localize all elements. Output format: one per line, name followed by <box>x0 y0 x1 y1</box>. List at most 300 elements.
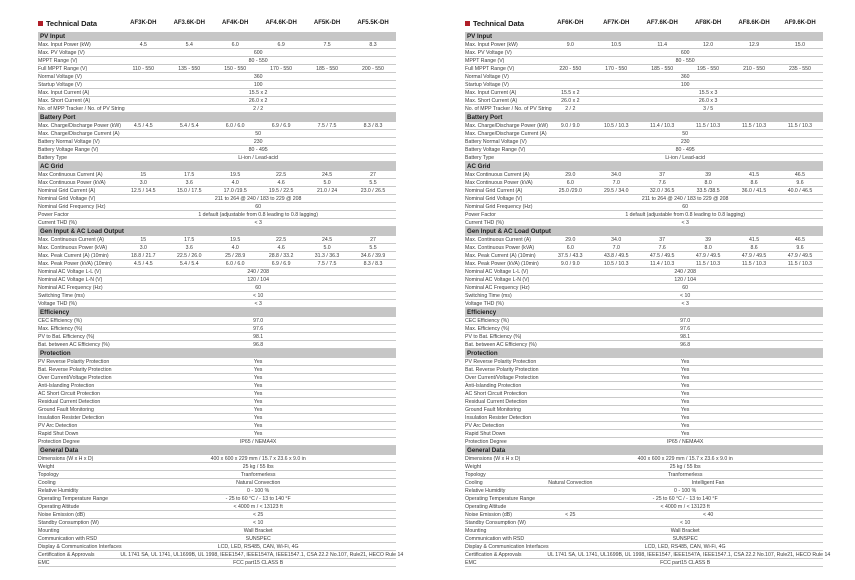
spec-row <box>38 471 396 479</box>
spec-row <box>38 252 396 260</box>
red-square-icon <box>38 21 43 26</box>
spec-row <box>38 154 396 162</box>
cell-value: 3 / 5 <box>703 105 714 112</box>
model-column-header: AF7.6K-DH <box>646 20 678 26</box>
cell-value: 11.5 / 10.3 <box>741 260 767 267</box>
section-header: General Data <box>465 446 823 455</box>
row-label: Relative Humidity <box>465 487 506 494</box>
spec-row <box>38 341 396 349</box>
row-values <box>120 74 396 80</box>
row-values <box>120 123 396 129</box>
cell-value: 80 - 495 <box>248 146 268 153</box>
row-values <box>120 50 396 56</box>
cell-value: 5.5 <box>369 179 377 186</box>
row-label: Anti-Islanding Protection <box>465 382 522 389</box>
row-values <box>120 383 396 389</box>
cell-value: 47.9 / 49.5 <box>695 252 721 259</box>
cell-value: < 10 <box>253 292 264 299</box>
row-values <box>547 74 823 80</box>
cell-value: 8.6 <box>750 179 758 186</box>
row-label: Operating Temperature Range <box>38 495 108 502</box>
row-label: Nominal AC Voltage L-N (V) <box>465 276 530 283</box>
row-values <box>120 496 396 502</box>
row-values <box>120 147 396 153</box>
row-values <box>547 496 823 502</box>
cell-value: 8.3 / 8.3 <box>363 122 383 129</box>
cell-value: 6.9 <box>277 41 285 48</box>
spec-row <box>38 65 396 73</box>
row-label: Insulation Resister Detection <box>38 414 105 421</box>
cell-value: 6.9 / 6.9 <box>271 122 291 129</box>
cell-value: Tranformerless <box>667 471 703 478</box>
cell-value: 22.5 / 26.0 <box>176 252 202 259</box>
row-label: Communication with RSD <box>465 535 525 542</box>
cell-value: 98.1 <box>253 333 264 340</box>
cell-value: 1 default (adjustable from 0.8 leading to 0.8 lagging) <box>625 211 745 218</box>
cell-value: Yes <box>680 358 690 365</box>
row-values <box>547 391 823 397</box>
row-values <box>547 147 823 153</box>
cell-value: 26.0 x 2 <box>248 97 268 104</box>
cell-value: 80 - 550 <box>248 57 268 64</box>
cell-value: 9.0 <box>566 41 574 48</box>
row-values <box>547 237 823 243</box>
cell-value: 9.6 <box>796 179 804 186</box>
cell-value: 39 <box>705 171 711 178</box>
cell-value: 27 <box>370 171 376 178</box>
cell-value: 29.0 <box>565 236 576 243</box>
cell-value: Wall Bracket <box>670 527 700 534</box>
red-square-icon <box>465 21 470 26</box>
spec-row <box>38 414 396 422</box>
row-label: Current THD (%) <box>465 219 504 226</box>
cell-value: 60 <box>682 284 689 291</box>
row-label: Weight <box>465 463 482 470</box>
cell-value: Yes <box>680 390 690 397</box>
cell-value: 211 to 264 @ 240 / 183 to 229 @ 208 <box>641 195 729 202</box>
row-values <box>120 90 396 96</box>
cell-value: 6.9 / 6.9 <box>271 260 291 267</box>
cell-value: 11.5 / 10.3 <box>696 122 721 129</box>
row-values <box>547 480 823 486</box>
spec-row <box>465 203 823 211</box>
row-label: Max. Charge/Discharge Power (kW) <box>38 122 122 129</box>
cell-value: 31.3 / 36.3 <box>314 252 340 259</box>
cell-value: 80 - 495 <box>675 146 695 153</box>
cell-value: 7.6 <box>658 244 666 251</box>
spec-row <box>465 179 823 187</box>
spec-row <box>465 374 823 382</box>
row-values <box>120 326 396 332</box>
row-values <box>547 367 823 373</box>
cell-value: 10.5 / 10.3 <box>603 122 629 129</box>
cell-value: 39 <box>705 236 711 243</box>
cell-value: 400 x 600 x 229 mm / 15.7 x 23.6 x 9.0 in <box>210 455 306 462</box>
row-label: Operating Altitude <box>465 503 507 510</box>
row-label: Insulation Resister Detection <box>465 414 532 421</box>
row-values <box>547 139 823 145</box>
row-values <box>120 367 396 373</box>
cell-value: 360 <box>680 73 690 80</box>
cell-value: 8.0 <box>704 179 712 186</box>
cell-value: < 40 <box>702 511 714 518</box>
cell-value: 6.0 <box>231 41 239 48</box>
row-label: Nominal AC Voltage L-L (V) <box>38 268 102 275</box>
row-values <box>547 172 823 178</box>
cell-value: 5.0 <box>323 244 331 251</box>
row-values <box>120 342 396 348</box>
row-values <box>547 399 823 405</box>
cell-value: 22.5 <box>276 236 287 243</box>
row-label: Nominal AC Frequency (Hz) <box>38 284 103 291</box>
cell-value: 60 <box>255 203 262 210</box>
row-label: Ground Fault Monitoring <box>38 406 94 413</box>
cell-value: Li-ion / Lead-acid <box>665 154 706 161</box>
row-values <box>120 544 396 550</box>
row-values <box>547 423 823 429</box>
row-label: Rapid Shut Down <box>38 430 79 437</box>
row-values <box>547 415 823 421</box>
row-label: Mounting <box>38 527 60 534</box>
spec-row <box>465 89 823 97</box>
cell-value: 34.0 <box>611 236 622 243</box>
row-values <box>547 464 823 470</box>
row-label: Max. Charge/Discharge Power (kW) <box>465 122 549 129</box>
spec-row <box>465 503 823 511</box>
cell-value: 11.5 / 10.3 <box>696 260 721 267</box>
cell-value: 47.9 / 49.5 <box>741 252 767 259</box>
row-label: CEC Efficiency (%) <box>38 317 83 324</box>
cell-value: Yes <box>253 374 263 381</box>
row-label: Max. Continuous Power (kVA) <box>465 244 535 251</box>
spec-row <box>465 543 823 551</box>
cell-value: 12.5 / 14.5 <box>131 187 156 194</box>
cell-value: 25.0 /29.0 <box>558 187 582 194</box>
cell-value: 11.5 / 10.3 <box>787 260 813 267</box>
row-label: Battery Type <box>38 154 68 161</box>
cell-value: 80 - 550 <box>675 57 695 64</box>
row-values <box>120 131 396 137</box>
row-values <box>547 551 831 558</box>
spec-row <box>38 73 396 81</box>
model-column-header: AF5K-DH <box>313 20 341 26</box>
row-values <box>547 180 823 186</box>
cell-value: 195 - 550 <box>697 65 720 72</box>
cell-value: Yes <box>253 414 263 421</box>
row-label: Switching Time (ms) <box>465 292 512 299</box>
spec-row <box>38 219 396 227</box>
row-label: Bat. between AC Efficiency (%) <box>465 341 537 348</box>
spec-row <box>465 455 823 463</box>
row-label: Display & Communication Interfaces <box>38 543 122 550</box>
spec-table-left <box>38 16 404 567</box>
spec-row <box>38 300 396 308</box>
cell-value: < 4000 m / < 13123 ft <box>660 503 710 510</box>
row-values <box>547 220 823 226</box>
cell-value: 235 - 550 <box>789 65 811 72</box>
spec-row <box>465 463 823 471</box>
row-values <box>120 261 396 267</box>
row-values <box>120 472 396 478</box>
cell-value: 97.0 <box>680 317 691 324</box>
spec-row <box>465 535 823 543</box>
row-values <box>120 375 396 381</box>
spec-row <box>38 503 396 511</box>
cell-value: 100 <box>253 81 263 88</box>
row-values <box>120 139 396 145</box>
spec-row <box>465 430 823 438</box>
spec-row <box>38 398 396 406</box>
row-values <box>120 520 396 526</box>
row-label: Startup Voltage (V) <box>38 81 82 88</box>
cell-value: 28.8 / 33.2 <box>268 252 294 259</box>
table-title: Technical Data <box>46 18 97 28</box>
cell-value: 230 <box>680 138 690 145</box>
cell-value: 29.0 <box>565 171 576 178</box>
section-header: Gen Input & AC Load Output <box>38 227 396 236</box>
row-label: Battery Type <box>465 154 495 161</box>
spec-row <box>465 73 823 81</box>
row-label: Max. PV Voltage (V) <box>465 49 512 56</box>
row-values <box>120 560 396 566</box>
row-label: Max Continuous Current (A) <box>465 171 530 178</box>
row-label: Max. Input Current (A) <box>465 89 517 96</box>
cell-value: 7.5 / 7.5 <box>317 122 337 129</box>
row-label: Normal Voltage (V) <box>38 73 82 80</box>
row-values <box>120 196 396 202</box>
row-label: Nominal Grid Frequency (Hz) <box>465 203 533 210</box>
row-values <box>547 155 823 161</box>
spec-row <box>38 244 396 252</box>
cell-value: < 3 <box>681 300 689 307</box>
row-values <box>547 261 823 267</box>
row-label: AC Short Circuit Protection <box>38 390 100 397</box>
cell-value: 10.5 <box>611 41 622 48</box>
cell-value: 15 <box>140 236 147 243</box>
cell-value: 11.5 / 10.3 <box>787 122 813 129</box>
row-label: Full MPPT Range (V) <box>38 65 88 72</box>
row-values <box>120 399 396 405</box>
spec-row <box>465 187 823 195</box>
row-label: Max. Charge/Discharge Current (A) <box>465 130 547 137</box>
cell-value: 15.0 / 17.5 <box>176 187 202 194</box>
cell-value: 8.0 <box>704 244 712 251</box>
row-values <box>120 504 396 510</box>
cell-value: 9.0 / 9.0 <box>560 122 580 129</box>
cell-value: 185 - 550 <box>316 65 338 72</box>
spec-row <box>38 187 396 195</box>
cell-value: 17.5 <box>184 171 195 178</box>
cell-value: FCC part15 CLASS B <box>660 559 711 566</box>
cell-value: 21.0 / 24 <box>316 187 338 194</box>
cell-value: 211 to 264 @ 240 / 183 to 229 @ 208 <box>214 195 302 202</box>
spec-row <box>38 463 396 471</box>
cell-value: 15 <box>140 171 147 178</box>
spec-row <box>465 154 823 162</box>
model-column-header: AF3.6K-DH <box>173 20 205 26</box>
row-label: Max. Efficiency (%) <box>38 325 83 332</box>
spec-row <box>38 430 396 438</box>
spec-row <box>38 236 396 244</box>
row-label: Certification & Approvals <box>465 551 522 558</box>
row-label: Max Continuous Power (kVA) <box>465 179 533 186</box>
row-label: Over Current/Voltage Protection <box>38 374 112 381</box>
cell-value: 26.0 x 3 <box>698 97 718 104</box>
row-label: Nominal Grid Current (A) <box>465 187 523 194</box>
row-values <box>120 285 396 291</box>
spec-row <box>465 414 823 422</box>
spec-row <box>465 252 823 260</box>
row-values <box>547 472 823 478</box>
spec-row <box>38 511 396 519</box>
spec-row <box>38 333 396 341</box>
cell-value: 200 - 550 <box>362 65 384 72</box>
spec-row <box>38 366 396 374</box>
row-label: Nominal AC Frequency (Hz) <box>465 284 530 291</box>
row-values <box>120 204 396 210</box>
cell-value: Yes <box>253 366 263 373</box>
spec-row <box>465 211 823 219</box>
spec-row <box>38 138 396 146</box>
cell-value: 9.6 <box>796 244 804 251</box>
row-values <box>120 277 396 283</box>
row-label: Max Continuous Current (A) <box>38 171 103 178</box>
cell-value: 37 <box>659 171 666 178</box>
spec-row <box>465 511 823 519</box>
section-header: Gen Input & AC Load Output <box>465 227 823 236</box>
row-label: Max. Continuous Power (kVA) <box>38 244 108 251</box>
cell-value: 11.4 <box>657 41 668 48</box>
cell-value: 4.0 <box>231 179 239 186</box>
cell-value: 2 / 2 <box>565 105 576 112</box>
row-label: Full MPPT Range (V) <box>465 65 515 72</box>
row-values <box>547 326 823 332</box>
row-values <box>120 536 396 542</box>
row-label: Protection Degree <box>38 438 80 445</box>
cell-value: < 10 <box>680 519 691 526</box>
model-column-header: AF4K-DH <box>222 20 249 26</box>
cell-value: 23.0 / 26.5 <box>360 187 386 194</box>
row-label: Display & Communication Interfaces <box>465 543 549 550</box>
row-label: Topology <box>465 471 486 478</box>
spec-row <box>38 284 396 292</box>
row-label: EMC <box>465 559 477 566</box>
cell-value: 43.8 / 49.5 <box>603 252 629 259</box>
cell-value: 19.5 / 22.5 <box>268 187 294 194</box>
section-header: PV Input <box>465 32 823 41</box>
spec-row <box>465 398 823 406</box>
row-values <box>120 66 396 72</box>
cell-value: 96.8 <box>680 341 691 348</box>
spec-row <box>38 535 396 543</box>
cell-value: Tranformerless <box>240 471 276 478</box>
spec-row <box>465 219 823 227</box>
spec-row <box>465 495 823 503</box>
cell-value: 8.3 <box>369 41 377 48</box>
row-values <box>120 464 396 470</box>
row-values <box>120 172 396 178</box>
spec-row <box>465 236 823 244</box>
cell-value: 24.5 <box>321 236 333 243</box>
spec-row <box>465 527 823 535</box>
table-header-row <box>465 16 823 30</box>
row-values <box>120 359 396 365</box>
spec-row <box>465 146 823 154</box>
cell-value: 7.5 <box>323 41 331 48</box>
cell-value: Yes <box>680 414 690 421</box>
spec-row <box>38 455 396 463</box>
row-label: Rapid Shut Down <box>465 430 506 437</box>
cell-value: 5.0 <box>323 179 331 186</box>
cell-value: 34.0 <box>611 171 622 178</box>
spec-row <box>38 519 396 527</box>
row-values <box>120 245 396 251</box>
cell-value: 1 default (adjustable from 0.8 leading to 0.8 lagging) <box>198 211 318 218</box>
row-values <box>547 407 823 413</box>
row-values <box>547 383 823 389</box>
table-title: Technical Data <box>473 18 524 28</box>
cell-value: 360 <box>253 73 263 80</box>
cell-value: 3.0 <box>139 179 147 186</box>
cell-value: 15.5 x 2 <box>248 89 268 96</box>
row-label: Voltage THD (%) <box>38 300 77 307</box>
cell-value: - 25 to 60 °C / - 13 to 140 °F <box>652 495 718 502</box>
cell-value: Intelligent Fan <box>691 479 725 486</box>
row-label: Residual Current Detection <box>465 398 528 405</box>
row-values <box>547 196 823 202</box>
spec-row <box>38 179 396 187</box>
cell-value: Yes <box>253 406 263 413</box>
cell-value: 185 - 550 <box>651 65 674 72</box>
row-label: PV Reverse Polarity Protection <box>465 358 537 365</box>
cell-value: 150 - 550 <box>224 65 247 72</box>
cell-value: 41.5 <box>748 171 760 178</box>
row-label: PV to Bat. Efficiency (%) <box>38 333 95 340</box>
cell-value: 5.5 <box>369 244 377 251</box>
cell-value: 400 x 600 x 229 mm / 15.7 x 23.6 x 9.0 in <box>637 455 733 462</box>
spec-row <box>38 211 396 219</box>
cell-value: Yes <box>680 430 690 437</box>
row-values <box>547 536 823 542</box>
row-values <box>547 544 823 550</box>
row-values <box>547 42 823 48</box>
cell-value: 600 <box>680 49 690 56</box>
spec-row <box>465 559 823 567</box>
row-values <box>547 131 823 137</box>
spec-row <box>465 276 823 284</box>
cell-value: 4.6 <box>277 179 285 186</box>
cell-value: Yes <box>253 422 263 429</box>
row-label: Power Factor <box>465 211 496 218</box>
row-values <box>547 560 823 566</box>
spec-row <box>38 41 396 49</box>
section-header: Protection <box>38 349 396 358</box>
spec-row <box>465 341 823 349</box>
row-label: Max. Continuous Current (A) <box>465 236 532 243</box>
spec-row <box>465 551 831 559</box>
model-column-header: AF5.5K-DH <box>357 20 389 26</box>
row-values <box>120 407 396 413</box>
row-label: Nominal Grid Frequency (Hz) <box>38 203 106 210</box>
spec-row <box>465 471 823 479</box>
cell-value: 240 / 208 <box>674 268 696 275</box>
cell-value: 22.5 <box>276 171 287 178</box>
cell-value: 50 <box>255 130 262 137</box>
row-label: PV to Bat. Efficiency (%) <box>465 333 522 340</box>
row-label: Max. Input Power (kW) <box>38 41 91 48</box>
cell-value: LCD, LED, RS485, CAN, Wi-Fi, 4G <box>644 543 726 550</box>
row-label: Certification & Approvals <box>38 551 95 558</box>
